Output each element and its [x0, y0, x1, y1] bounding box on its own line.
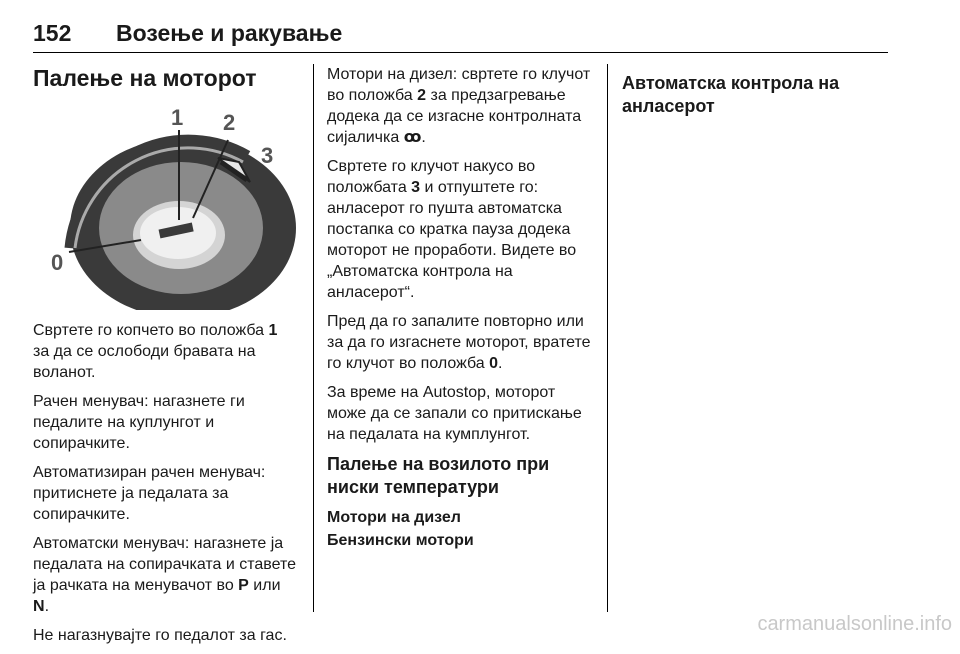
subheading-petrol: Бензински мотори — [327, 532, 474, 549]
section-heading-low-temp: Палење на возилото при ниски температури — [327, 454, 550, 497]
emphasis: P — [238, 577, 249, 594]
paragraph: Свртете го копчето во положба 1 за да се ослободи бравата на воланот. — [33, 322, 278, 381]
paragraph: Автоматизиран рачен менувач: притиснете ја педалата за сопирачките. — [33, 464, 266, 523]
paragraph-group — [327, 64, 595, 445]
column-middle — [327, 64, 595, 553]
paragraph: За време на Autostop, моторот може да се запали со притискање на педалата на кумплунгот. — [327, 384, 582, 443]
column-divider — [607, 64, 608, 612]
watermark: carmanualsonline.info — [757, 613, 952, 635]
figure-label-3: 3 — [261, 143, 274, 168]
paragraph: Не нагазнувајте го педалот за гас. — [33, 627, 287, 644]
ignition-switch-illustration — [33, 100, 298, 310]
paragraph-group — [33, 320, 298, 646]
figure-label-0: 0 — [51, 250, 64, 275]
emphasis: ꝏ — [403, 129, 422, 146]
emphasis: 0 — [489, 355, 499, 372]
paragraph: Рачен менувач: нагазнете ги педалите на куплунгот и сопирачките. — [33, 393, 245, 452]
paragraph: Пред да го запалите повторно или за да го изгаснете моторот, вратете го клучот во положба 0. — [327, 313, 591, 372]
section-heading-autostart: Автоматска контрола на анласерот — [622, 73, 840, 116]
paragraph: Мотори на дизел: свртете го клучот во положба 2 за предзагревање додека да се изгасне контролната сијаличка ꝏ. — [327, 66, 591, 146]
article-title: Палење на моторот — [33, 65, 257, 91]
paragraph: Свртете го клучот накусо во положбата 3 и отпуштете го: анласерот го пушта автоматска постапка со кратка пауза додека моторот не проработи. Видете во „Автоматска контрола на анласерот“. — [327, 158, 577, 301]
subheading-diesel: Мотори на дизел — [327, 509, 461, 526]
column-right — [622, 64, 890, 126]
emphasis: 3 — [411, 179, 421, 196]
figure-label-1: 1 — [171, 105, 184, 130]
ignition-switch-figure — [33, 100, 298, 310]
emphasis: N — [33, 598, 45, 615]
figure-label-2: 2 — [223, 110, 236, 135]
emphasis: 1 — [268, 322, 278, 339]
page-header — [33, 18, 888, 53]
page-number: 152 — [33, 20, 72, 46]
emphasis: 2 — [417, 87, 427, 104]
paragraph: Автоматски менувач: нагазнете ја педалата на сопирачката и ставете ја рачката на менувачот во P или N. — [33, 535, 297, 615]
column-left — [33, 64, 298, 654]
column-divider — [313, 64, 314, 612]
section-title: Возење и ракување — [116, 20, 343, 46]
